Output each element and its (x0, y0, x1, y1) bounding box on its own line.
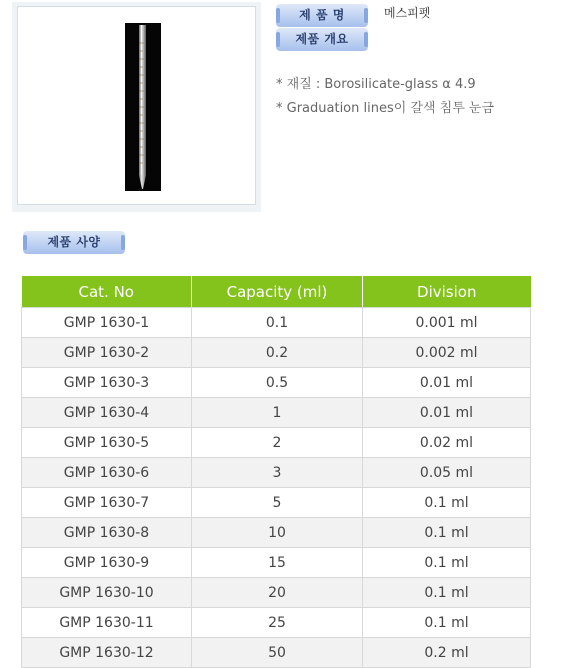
cell-cat-no: GMP 1630-3 (22, 368, 192, 398)
cell-cat-no: GMP 1630-5 (22, 428, 192, 458)
cell-capacity: 0.1 (192, 308, 363, 338)
cell-division: 0.002 ml (363, 338, 531, 368)
cell-capacity: 3 (192, 458, 363, 488)
cell-division: 0.2 ml (363, 638, 531, 668)
table-row (22, 458, 531, 488)
cell-cat-no: GMP 1630-7 (22, 488, 192, 518)
cell-capacity: 5 (192, 488, 363, 518)
product-image-panel (17, 6, 256, 205)
cell-division: 0.05 ml (363, 458, 531, 488)
header-cat-no: Cat. No (22, 276, 192, 308)
pipette-image (125, 23, 161, 191)
table-header-row (22, 276, 531, 308)
cell-capacity: 10 (192, 518, 363, 548)
cell-cat-no: GMP 1630-11 (22, 608, 192, 638)
cell-capacity: 50 (192, 638, 363, 668)
cell-capacity: 25 (192, 608, 363, 638)
table-row (22, 578, 531, 608)
cell-division: 0.1 ml (363, 608, 531, 638)
cell-cat-no: GMP 1630-4 (22, 398, 192, 428)
product-name-label-text: 제 품 명 (299, 8, 345, 22)
cell-division: 0.1 ml (363, 578, 531, 608)
cell-division: 0.1 ml (363, 488, 531, 518)
product-overview-label-text: 제품 개요 (295, 32, 349, 46)
table-row (22, 518, 531, 548)
cell-capacity: 15 (192, 548, 363, 578)
table-row (22, 428, 531, 458)
cell-capacity: 2 (192, 428, 363, 458)
cell-division: 0.1 ml (363, 518, 531, 548)
header-capacity: Capacity (ml) (192, 276, 363, 308)
spec-graduation: * Graduation lines이 갈색 침투 눈금 (276, 101, 495, 116)
cell-cat-no: GMP 1630-2 (22, 338, 192, 368)
cell-division: 0.01 ml (363, 398, 531, 428)
spec-material: * 재질 : Borosilicate-glass α 4.9 (276, 77, 476, 92)
product-name-value: 메스피펫 (384, 6, 431, 20)
cell-cat-no: GMP 1630-8 (22, 518, 192, 548)
product-name-label (276, 4, 368, 27)
spec-section-label-text: 제품 사양 (47, 235, 101, 249)
cell-cat-no: GMP 1630-1 (22, 308, 192, 338)
table-row (22, 308, 531, 338)
table-row (22, 548, 531, 578)
table-row (22, 398, 531, 428)
cell-division: 0.1 ml (363, 548, 531, 578)
cell-capacity: 0.2 (192, 338, 363, 368)
spec-section-label (23, 231, 125, 254)
cell-cat-no: GMP 1630-12 (22, 638, 192, 668)
cell-capacity: 0.5 (192, 368, 363, 398)
cell-cat-no: GMP 1630-6 (22, 458, 192, 488)
table-row (22, 338, 531, 368)
cell-division: 0.02 ml (363, 428, 531, 458)
cell-cat-no: GMP 1630-9 (22, 548, 192, 578)
table-row (22, 368, 531, 398)
spec-table (21, 276, 531, 668)
cell-capacity: 1 (192, 398, 363, 428)
product-image-frame (12, 2, 261, 212)
cell-division: 0.01 ml (363, 368, 531, 398)
product-overview-label (276, 28, 368, 51)
header-division: Division (363, 276, 531, 308)
cell-capacity: 20 (192, 578, 363, 608)
table-row (22, 638, 531, 668)
table-row (22, 488, 531, 518)
cell-division: 0.001 ml (363, 308, 531, 338)
table-row (22, 608, 531, 638)
cell-cat-no: GMP 1630-10 (22, 578, 192, 608)
